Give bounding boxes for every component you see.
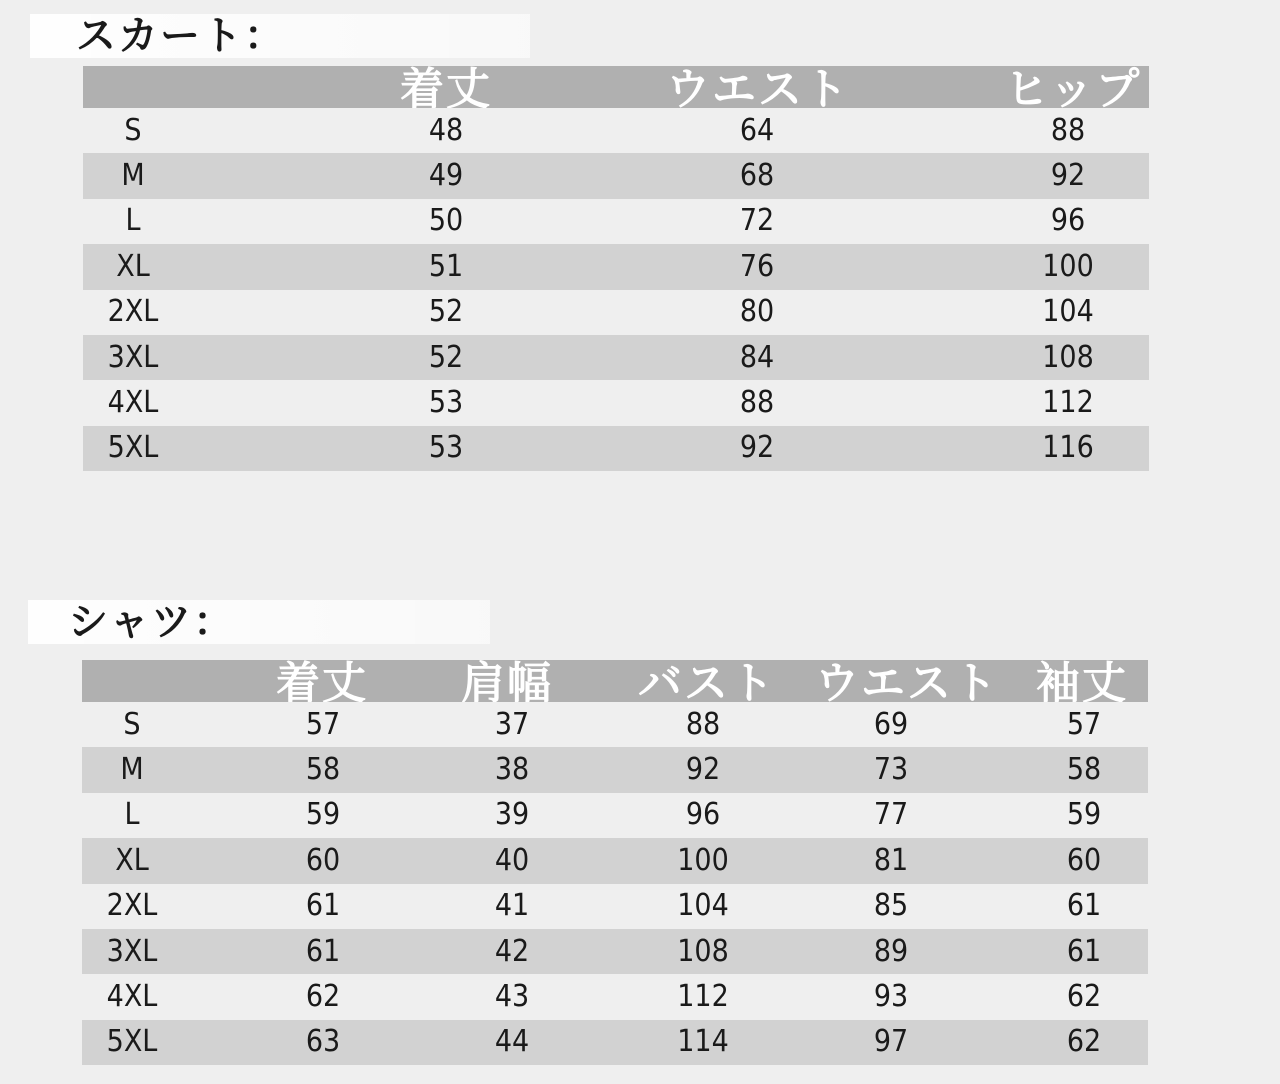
shirt-title: シャツ： (68, 599, 236, 645)
shirt-bust-cell: 104 (677, 888, 729, 924)
shirt-size-cell: XL (115, 842, 149, 878)
skirt-size-cell: 4XL (107, 385, 159, 421)
skirt-length-cell: 52 (428, 294, 464, 330)
skirt-table-row (83, 199, 1149, 244)
skirt-length-cell: 49 (428, 158, 464, 194)
skirt-table-row (83, 426, 1149, 471)
shirt-table-row (82, 793, 1148, 838)
shirt-size-cell: M (120, 752, 144, 788)
skirt-length-cell: 53 (428, 385, 464, 421)
shirt-bust-cell: 88 (685, 706, 721, 742)
shirt-size-cell: S (123, 706, 141, 742)
shirt-header-row (82, 660, 1148, 702)
shirt-bust-cell: 100 (677, 842, 729, 878)
shirt-length-cell: 63 (305, 1024, 341, 1060)
skirt-length-cell: 51 (428, 248, 464, 284)
skirt-waist-cell: 64 (739, 112, 775, 148)
shirt-waist-cell: 69 (873, 706, 909, 742)
skirt-table-row (83, 335, 1149, 380)
skirt-waist-cell: 80 (739, 294, 775, 330)
shirt-table-row (82, 702, 1148, 747)
skirt-hip-cell: 116 (1042, 430, 1094, 466)
skirt-length-cell: 48 (428, 112, 464, 148)
shirt-table-row (82, 838, 1148, 883)
shirt-waist-cell: 85 (873, 888, 909, 924)
skirt-size-cell: M (121, 158, 145, 194)
skirt-table-row (83, 380, 1149, 425)
skirt-hip-cell: 92 (1050, 158, 1086, 194)
shirt-sleeve-cell: 61 (1066, 933, 1102, 969)
shirt-shoulder-cell: 42 (494, 933, 530, 969)
skirt-waist-cell: 72 (739, 203, 775, 239)
skirt-waist-cell: 68 (739, 158, 775, 194)
shirt-table-row (82, 1020, 1148, 1065)
shirt-size-cell: L (124, 797, 140, 833)
shirt-bust-cell: 114 (677, 1024, 729, 1060)
skirt-size-cell: 3XL (107, 339, 159, 375)
shirt-length-cell: 57 (305, 706, 341, 742)
shirt-bust-cell: 92 (685, 752, 721, 788)
skirt-size-cell: L (125, 203, 141, 239)
skirt-table-row (83, 153, 1149, 198)
shirt-shoulder-cell: 44 (494, 1024, 530, 1060)
shirt-waist-cell: 97 (873, 1024, 909, 1060)
skirt-title: スカート： (76, 13, 286, 59)
skirt-header-row (83, 66, 1149, 108)
shirt-header-sleeve: 袖丈 (1036, 660, 1128, 702)
skirt-length-cell: 52 (428, 339, 464, 375)
skirt-size-cell: 5XL (107, 430, 159, 466)
skirt-hip-cell: 104 (1042, 294, 1094, 330)
skirt-hip-cell: 100 (1042, 248, 1094, 284)
shirt-length-cell: 59 (305, 797, 341, 833)
shirt-length-cell: 60 (305, 842, 341, 878)
shirt-sleeve-cell: 58 (1066, 752, 1102, 788)
shirt-bust-cell: 112 (677, 979, 729, 1015)
shirt-header-waist: ウエスト (815, 660, 999, 702)
skirt-length-cell: 50 (428, 203, 464, 239)
shirt-shoulder-cell: 38 (494, 752, 530, 788)
skirt-waist-cell: 84 (739, 339, 775, 375)
shirt-shoulder-cell: 43 (494, 979, 530, 1015)
shirt-header-shoulder: 肩幅 (461, 660, 553, 702)
shirt-length-cell: 58 (305, 752, 341, 788)
skirt-length-cell: 53 (428, 430, 464, 466)
shirt-size-cell: 2XL (106, 888, 158, 924)
shirt-waist-cell: 77 (873, 797, 909, 833)
shirt-size-cell: 3XL (106, 933, 158, 969)
shirt-length-cell: 61 (305, 933, 341, 969)
shirt-sleeve-cell: 62 (1066, 979, 1102, 1015)
skirt-table-row (83, 108, 1149, 153)
skirt-size-table (83, 66, 1149, 471)
skirt-waist-cell: 88 (739, 385, 775, 421)
skirt-size-cell: 2XL (107, 294, 159, 330)
shirt-waist-cell: 73 (873, 752, 909, 788)
shirt-shoulder-cell: 41 (494, 888, 530, 924)
shirt-size-table (82, 660, 1148, 1065)
shirt-sleeve-cell: 62 (1066, 1024, 1102, 1060)
shirt-shoulder-cell: 37 (494, 706, 530, 742)
skirt-header-hip: ヒップ (1004, 66, 1142, 108)
shirt-header-length: 着丈 (276, 660, 368, 702)
shirt-bust-cell: 96 (685, 797, 721, 833)
skirt-table-row (83, 290, 1149, 335)
skirt-hip-cell: 112 (1042, 385, 1094, 421)
shirt-sleeve-cell: 57 (1066, 706, 1102, 742)
shirt-shoulder-cell: 39 (494, 797, 530, 833)
shirt-bust-cell: 108 (677, 933, 729, 969)
skirt-waist-cell: 76 (739, 248, 775, 284)
shirt-waist-cell: 81 (873, 842, 909, 878)
skirt-hip-cell: 96 (1050, 203, 1086, 239)
skirt-size-cell: XL (116, 248, 150, 284)
skirt-header-waist: ウエスト (666, 66, 850, 108)
shirt-sleeve-cell: 61 (1066, 888, 1102, 924)
shirt-length-cell: 62 (305, 979, 341, 1015)
skirt-hip-cell: 88 (1050, 112, 1086, 148)
skirt-waist-cell: 92 (739, 430, 775, 466)
shirt-table-row (82, 929, 1148, 974)
skirt-table-row (83, 244, 1149, 289)
shirt-size-cell: 5XL (106, 1024, 158, 1060)
shirt-waist-cell: 93 (873, 979, 909, 1015)
skirt-hip-cell: 108 (1042, 339, 1094, 375)
shirt-size-cell: 4XL (106, 979, 158, 1015)
shirt-table-row (82, 974, 1148, 1019)
shirt-table-row (82, 884, 1148, 929)
shirt-header-bust: バスト (638, 660, 776, 702)
shirt-table-row (82, 747, 1148, 792)
skirt-header-length: 着丈 (400, 66, 492, 108)
shirt-waist-cell: 89 (873, 933, 909, 969)
shirt-length-cell: 61 (305, 888, 341, 924)
shirt-shoulder-cell: 40 (494, 842, 530, 878)
shirt-sleeve-cell: 59 (1066, 797, 1102, 833)
shirt-sleeve-cell: 60 (1066, 842, 1102, 878)
skirt-size-cell: S (124, 112, 142, 148)
